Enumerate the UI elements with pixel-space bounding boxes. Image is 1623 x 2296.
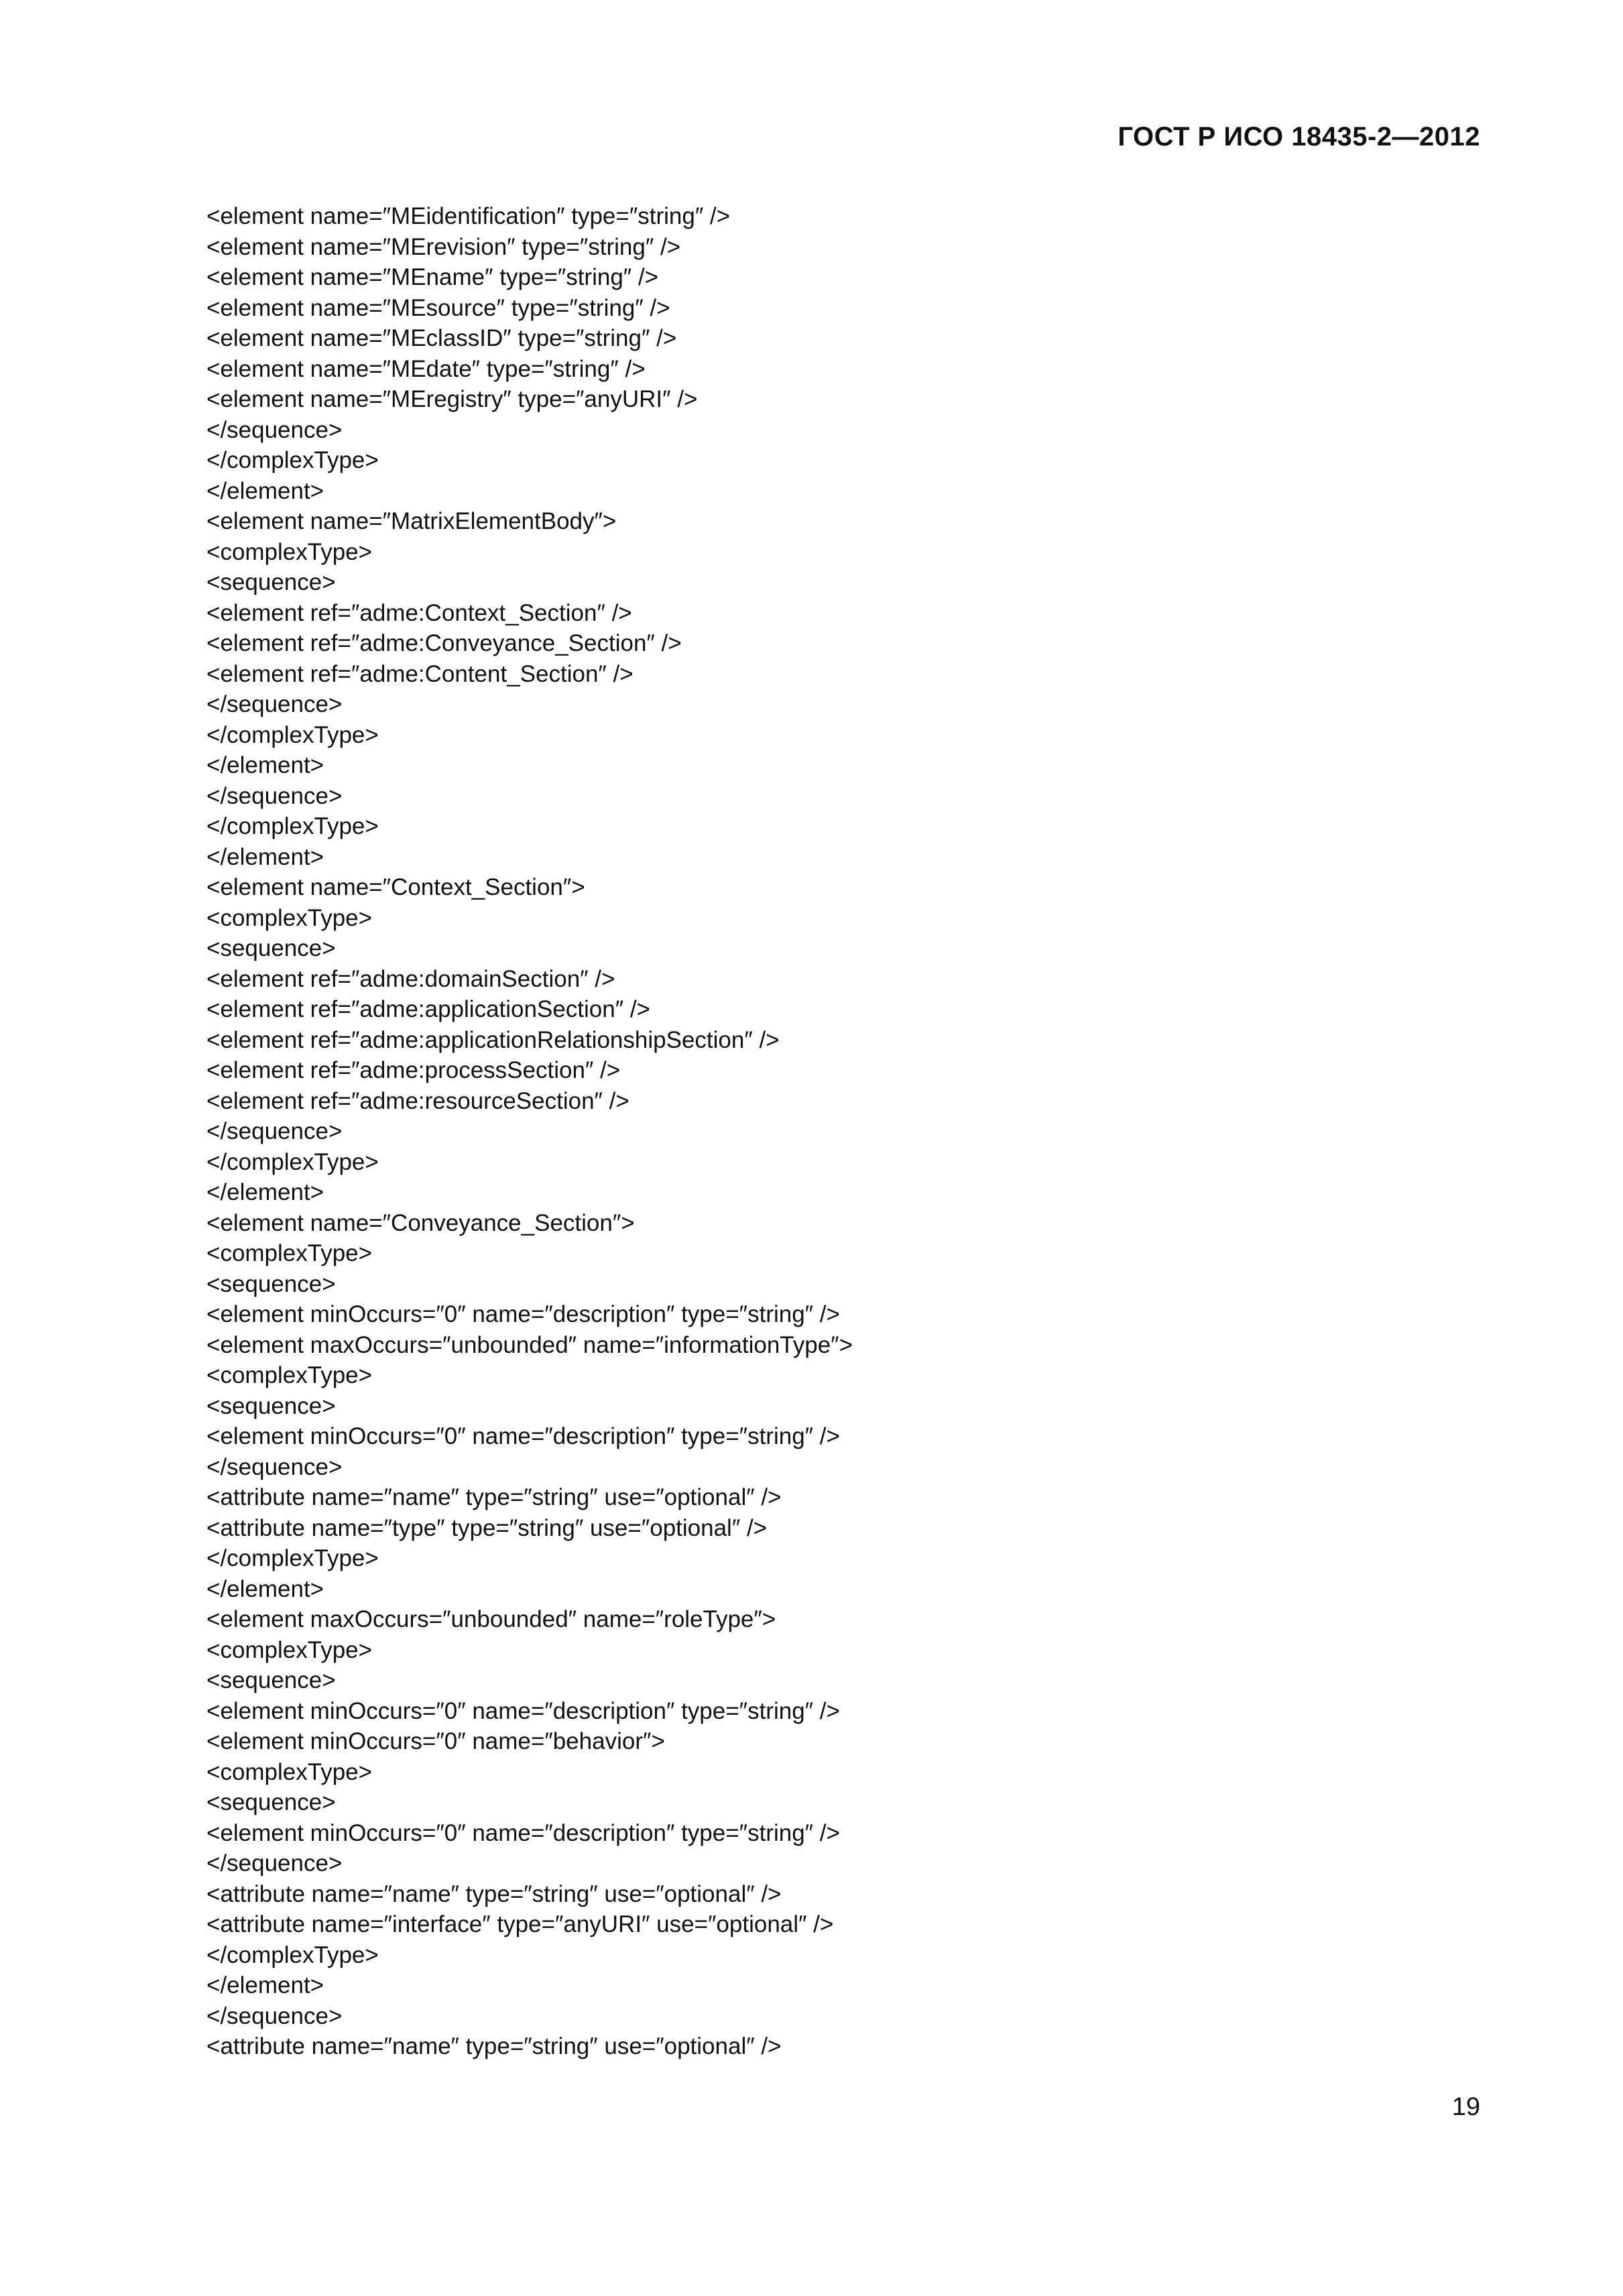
code-line: <sequence>	[206, 1392, 336, 1419]
code-line: <element name=″Context_Section″>	[206, 874, 585, 900]
code-line: <element ref=″adme:resourceSection″ />	[206, 1087, 629, 1114]
code-line: <sequence>	[206, 935, 336, 961]
code-line: </element>	[206, 1575, 324, 1602]
code-line: <sequence>	[206, 1270, 336, 1297]
code-line: <element ref=″adme:domainSection″ />	[206, 965, 615, 992]
code-line: </complexType>	[206, 1148, 379, 1175]
document-header-standard-id: ГОСТ Р ИСО 18435-2—2012	[1118, 122, 1480, 152]
code-line: </sequence>	[206, 1850, 343, 1876]
code-line: </complexType>	[206, 1545, 379, 1571]
xml-schema-listing	[206, 201, 1480, 2062]
code-line: <element maxOccurs=″unbounded″ name=″roleType″>	[206, 1606, 776, 1632]
code-line: <element ref=″adme:Context_Section″ />	[206, 599, 632, 626]
code-line: <element name=″MEname″ type=″string″ />	[206, 264, 659, 290]
code-line: </complexType>	[206, 1941, 379, 1968]
code-line: </sequence>	[206, 1118, 343, 1144]
code-line: </complexType>	[206, 813, 379, 839]
code-line: <element ref=″adme:processSection″ />	[206, 1057, 621, 1083]
code-line: <complexType>	[206, 1758, 373, 1785]
code-line: <element name=″MEdate″ type=″string″ />	[206, 355, 646, 382]
code-line: <element name=″MEregistry″ type=″anyURI″ />	[206, 386, 698, 412]
code-line: <element ref=″adme:applicationSection″ />	[206, 996, 650, 1022]
code-line: </element>	[206, 1179, 324, 1205]
code-line: <element name=″MErevision″ type=″string″ />	[206, 233, 681, 260]
code-line: </sequence>	[206, 691, 343, 717]
code-line: <element minOccurs=″0″ name=″description″ type=″string″ />	[206, 1301, 840, 1327]
code-line: </complexType>	[206, 721, 379, 748]
code-line: <element minOccurs=″0″ name=″description″ type=″string″ />	[206, 1423, 840, 1449]
code-line: <complexType>	[206, 1240, 373, 1266]
code-line: <attribute name=″name″ type=″string″ use=″optional″ />	[206, 1880, 782, 1907]
code-line: <element ref=″adme:Conveyance_Section″ />	[206, 630, 682, 656]
code-line: <complexType>	[206, 538, 373, 565]
code-line: <attribute name=″name″ type=″string″ use=″optional″ />	[206, 2033, 782, 2059]
code-line: <element minOccurs=″0″ name=″description″ type=″string″ />	[206, 1697, 840, 1724]
code-line: </sequence>	[206, 782, 343, 809]
code-line: <complexType>	[206, 1636, 373, 1663]
code-line: <sequence>	[206, 1667, 336, 1693]
code-line: <element ref=″adme:Content_Section″ />	[206, 660, 634, 687]
code-line: <attribute name=″type″ type=″string″ use=″optional″ />	[206, 1514, 768, 1541]
code-line: <element name=″MEsource″ type=″string″ />	[206, 294, 670, 321]
code-line: <attribute name=″interface″ type=″anyURI″ use=″optional″ />	[206, 1911, 834, 1937]
code-line: <sequence>	[206, 1789, 336, 1815]
code-line: <element name=″MEclassID″ type=″string″ />	[206, 325, 677, 351]
code-line: <element maxOccurs=″unbounded″ name=″informationType″>	[206, 1331, 853, 1358]
code-line: <element name=″MatrixElementBody″>	[206, 508, 617, 534]
code-line: </element>	[206, 477, 324, 504]
page-number: 19	[1451, 2093, 1480, 2121]
code-line: <complexType>	[206, 904, 373, 931]
code-line: </sequence>	[206, 416, 343, 443]
code-line: </element>	[206, 843, 324, 870]
code-line: </element>	[206, 1972, 324, 1998]
code-line: <element ref=″adme:applicationRelationshipSection″ />	[206, 1026, 780, 1053]
code-line: <element name=″MEidentification″ type=″string″ />	[206, 203, 731, 229]
code-line: <element name=″Conveyance_Section″>	[206, 1209, 635, 1236]
code-line: <element minOccurs=″0″ name=″description″ type=″string″ />	[206, 1819, 840, 1846]
code-line: <complexType>	[206, 1362, 373, 1388]
code-line: <attribute name=″name″ type=″string″ use=″optional″ />	[206, 1484, 782, 1510]
code-line: <sequence>	[206, 569, 336, 595]
code-line: </sequence>	[206, 2002, 343, 2029]
code-line: </complexType>	[206, 447, 379, 473]
code-line: </element>	[206, 752, 324, 778]
code-line: </sequence>	[206, 1453, 343, 1480]
code-line: <element minOccurs=″0″ name=″behavior″>	[206, 1728, 665, 1754]
